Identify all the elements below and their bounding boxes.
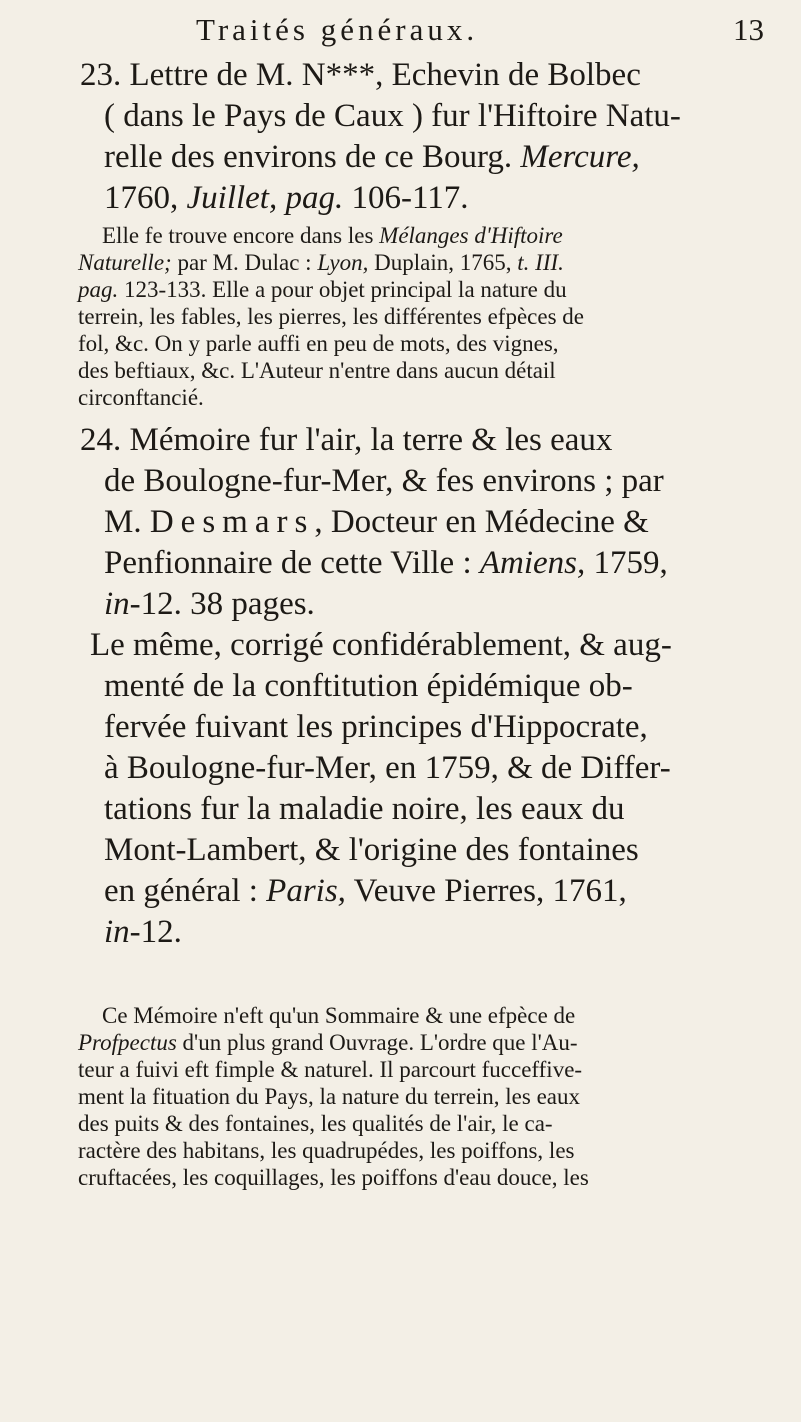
entry-23 bbox=[80, 55, 760, 219]
entry-line: ( dans le Pays de Caux ) fur l'Hiftoire Natu- bbox=[104, 98, 681, 134]
entry-23-note: Elle fe trouve encore dans les Mélanges d'Hiftoire Naturelle; par M. Dulac : Lyon, Duplain, 1765, t. III. pag. 123-133. Elle a pour objet principal la nature du terrein, les fables, les pierres, les différentes efpèces de fol, &c. On y parle auffi en peu de mots, des vignes, des beftiaux, &c. L'Auteur n'entre dans aucun détail circonftancié. bbox=[78, 223, 584, 410]
running-head: Traités généraux. bbox=[196, 12, 479, 47]
page-number: 13 bbox=[733, 12, 764, 47]
page-header bbox=[0, 8, 801, 48]
entry-line: relle des environs de ce Bourg. Mercure, bbox=[104, 139, 640, 175]
entry-line: 23. Lettre de M. N***, Echevin de Bolbec bbox=[80, 57, 641, 93]
entry-24-second-edition: Le même, corrigé confidérablement, & aug- menté de la conftitution épidémique ob- fervée fuivant les principes d'Hippocrate, à Boulogne-fur-Mer, en 1759, & de Differ- tations fur la maladie noire, les eaux du Mont-Lambert, & l'origine des fontaines en général : Paris, Veuve Pierres, 1761, in-12. bbox=[90, 627, 672, 950]
entry-24-note: Ce Mémoire n'eft qu'un Sommaire & une efpèce de Profpectus d'un plus grand Ouvrage. L'ordre que l'Au- teur a fuivi eft fimple & naturel. Il parcourt fucceffive- ment la fituation du Pays, la nature du terrein, les eaux des puits & des fontaines, les qualités de l'air, le ca- ractère des habitans, les quadrupédes, les poiffons, les cruftacées, les coquillages, les poiffons d'eau douce, les bbox=[78, 1003, 589, 1190]
entry-24: 24. Mémoire fur l'air, la terre & les eaux de Boulogne-fur-Mer, & fes environs ; par M. Desmars, Docteur en Médecine & Penfionnaire de cette Ville : Amiens, 1759, in-12. 38 pages. bbox=[80, 422, 668, 622]
entry-line: 1760, Juillet, pag. 106-117. bbox=[104, 180, 469, 216]
